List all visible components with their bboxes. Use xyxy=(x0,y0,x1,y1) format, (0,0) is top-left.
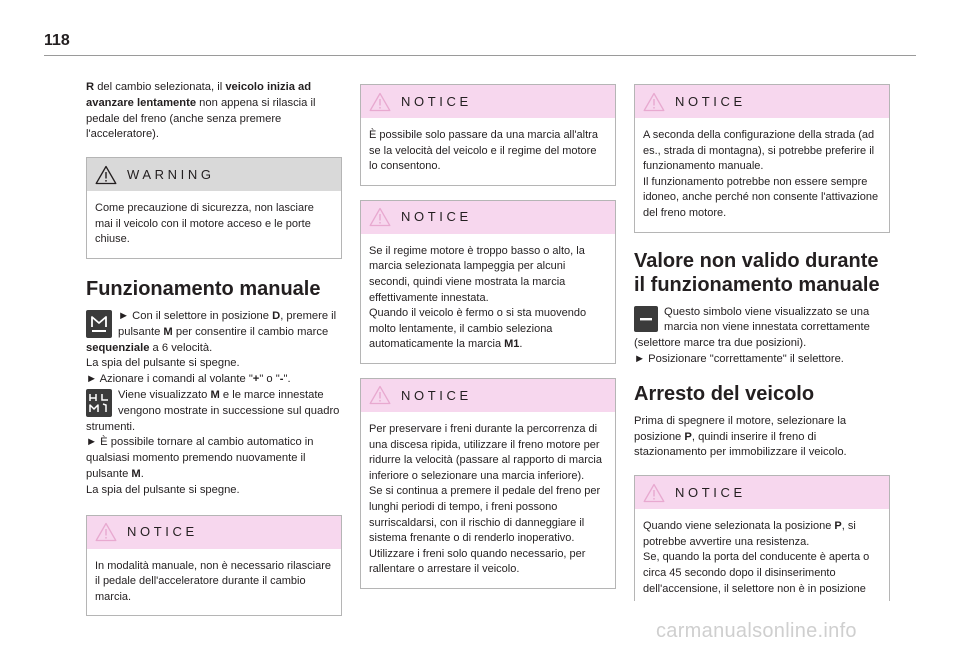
notice-paragraph-2: Se si continua a premere il pedale del freno per lunghi periodi di tempo, i freni possono surriscaldarsi, con il rischio di danneggiare il sistema frenante o di renderlo inoperativo. xyxy=(369,485,601,545)
notice-header xyxy=(635,476,889,509)
header-divider xyxy=(44,55,916,56)
manual-mode-block xyxy=(86,309,342,388)
manual-paragraph-4: Viene visualizzato M e le marce innestate vengono mostrate in successione sul quadro strumenti. xyxy=(86,388,340,433)
notice-text: In modalità manuale, non è necessario rilasciare il pedale dell'acceleratore durante il cambio marcia. xyxy=(95,559,332,603)
notice-body xyxy=(635,509,889,601)
notice-triangle-icon xyxy=(369,207,391,227)
manual-paragraph-1: ► Con il selettore in posizione D, premere il pulsante M per consentire il cambio marce sequenziale a 6 velocità. xyxy=(86,309,337,354)
notice-body xyxy=(635,118,889,232)
invalid-value-block xyxy=(634,305,890,352)
notice-paragraph-2: Il funzionamento potrebbe non essere sempre idoneo, anche perché non consente l'attivazione del freno motore. xyxy=(643,175,879,219)
column-2 xyxy=(360,84,616,589)
notice-box-park xyxy=(634,475,890,601)
notice-header xyxy=(361,201,615,234)
gear-m-button-icon xyxy=(86,310,112,338)
notice-paragraph-1: Quando viene selezionata la posizione P, si potrebbe avvertire una resistenza. xyxy=(643,520,856,548)
section-title-manual: Funzionamento manuale xyxy=(86,277,321,300)
notice-title: NOTICE xyxy=(401,209,472,225)
notice-box-gear-change xyxy=(360,84,616,186)
manual-paragraph-6: La spia del pulsante si spegne. xyxy=(86,483,240,496)
manual-display-block xyxy=(86,388,342,435)
notice-header xyxy=(361,379,615,412)
notice-box-engine-speed xyxy=(360,200,616,364)
notice-title: NOTICE xyxy=(401,93,472,109)
notice-box-road-config xyxy=(634,84,890,233)
column-1 xyxy=(86,80,342,616)
invalid-value-paragraph-1: Questo simbolo viene visualizzato se una marcia non viene innestata correttamente (selettore marce tra due posizioni). xyxy=(634,305,870,350)
notice-paragraph-1: Per preservare i freni durante la percorrenza di una discesa ripida, utilizzare il freno motore per ridurre la velocità (passare al rapporto di marcia inferiore o selezionare una marcia inferiore). xyxy=(369,422,602,482)
notice-header xyxy=(361,85,615,118)
notice-triangle-icon xyxy=(643,483,665,503)
notice-title: NOTICE xyxy=(127,524,198,540)
invalid-gear-icon xyxy=(634,306,658,332)
notice-body xyxy=(361,234,615,363)
section-title-invalid-value: Valore non valido durante il funzionamento manuale xyxy=(634,249,880,296)
notice-triangle-icon xyxy=(369,92,391,112)
notice-paragraph-3: Utilizzare i freni solo quando necessario, per rallentare o arrestare il veicolo. xyxy=(369,547,586,576)
notice-triangle-icon xyxy=(643,92,665,112)
warning-title: WARNING xyxy=(127,166,215,182)
page-number: 118 xyxy=(44,32,70,49)
section-title-stop: Arresto del veicolo xyxy=(634,382,815,405)
notice-triangle-icon xyxy=(369,385,391,405)
notice-title: NOTICE xyxy=(675,93,746,109)
notice-body xyxy=(361,412,615,588)
notice-paragraph-1: A seconda della configurazione della strada (ad es., strada di montagna), si potrebbe preferire il funzionamento manuale. xyxy=(643,129,875,173)
notice-paragraph-2: Quando il veicolo è fermo o si sta muovendo molto lentamente, il cambio seleziona automaticamente la marcia M1. xyxy=(369,307,587,351)
notice-box-manual xyxy=(86,515,342,617)
warning-box xyxy=(86,157,342,259)
notice-header xyxy=(87,516,341,549)
notice-paragraph-2: Se, quando la porta del conducente è aperta o circa 45 secondo dopo il disinserimento dell'accensione, il selettore non è in posizione xyxy=(643,551,870,595)
notice-title: NOTICE xyxy=(675,484,746,500)
invalid-value-paragraph-2: ► Posizionare "correttamente" il selettore. xyxy=(634,352,844,365)
manual-paragraph-3: ► Azionare i comandi al volante "+" o "-". xyxy=(86,373,291,386)
manual-paragraph-2: La spia del pulsante si spegne. xyxy=(86,357,240,370)
watermark: carmanualsonline.info xyxy=(656,620,857,642)
warning-text: Come precauzione di sicurezza, non lasciare mai il veicolo con il motore acceso e le porte chiuse. xyxy=(95,202,314,246)
warning-triangle-icon xyxy=(95,165,117,185)
manual-paragraph-5: ► È possibile tornare al cambio automatico in qualsiasi momento premendo nuovamente il pulsante M. xyxy=(86,436,314,480)
gear-m-display-icon xyxy=(86,389,112,417)
notice-title: NOTICE xyxy=(401,387,472,403)
notice-header xyxy=(635,85,889,118)
warning-header xyxy=(87,158,341,191)
stop-paragraph-1: Prima di spegnere il motore, selezionare la posizione P, quindi inserire il freno di stazionamento per immobilizzare il veicolo. xyxy=(634,414,847,459)
intro-paragraph: R del cambio selezionata, il veicolo inizia ad avanzare lentamente non appena si rilascia il pedale del freno (anche senza premere l'acceleratore). xyxy=(86,81,316,141)
notice-box-brakes xyxy=(360,378,616,589)
column-3 xyxy=(634,84,890,601)
notice-text: È possibile solo passare da una marcia all'altra se la velocità del veicolo e il regime del motore lo consentono. xyxy=(369,129,598,173)
notice-paragraph-1: Se il regime motore è troppo basso o alto, la marcia selezionata lampeggia per alcuni secondi, quindi viene mostrata la marcia effettivamente innestata. xyxy=(369,244,585,304)
notice-triangle-icon xyxy=(95,522,117,542)
